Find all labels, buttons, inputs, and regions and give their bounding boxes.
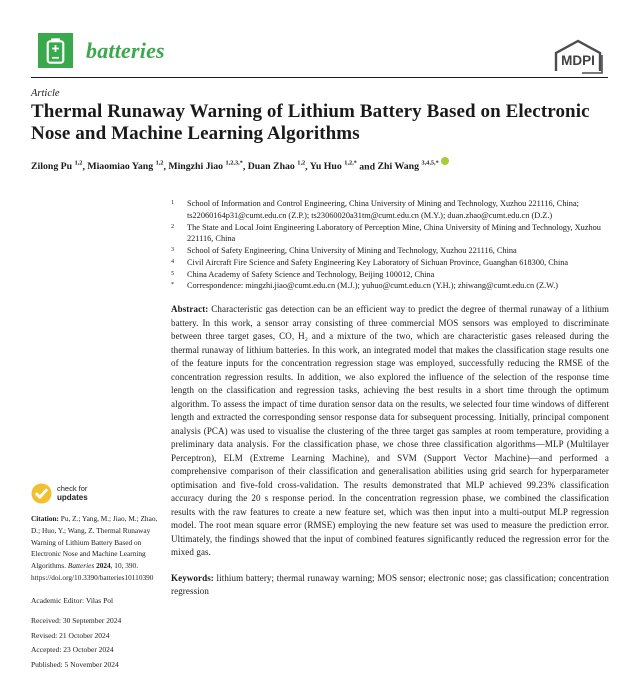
article-type-label: Article [31, 88, 60, 99]
author: Miaomiao Yang $^{1,2}$ [87, 160, 164, 173]
citation-doi-link[interactable]: https://doi.org/10.3390/batteries10110390 [31, 573, 154, 583]
affiliation-text: School of Safety Engineering, China University of Mining and Technology, Xuzhou 221116, China [187, 246, 517, 256]
affiliation-marker: 5 [171, 269, 175, 277]
affiliation-marker: 2 [171, 222, 175, 230]
header-divider [31, 77, 608, 78]
date-label: Revised: [31, 630, 58, 640]
date-label: Published: [31, 660, 63, 669]
date-line [31, 614, 158, 629]
affiliation-row [171, 198, 609, 222]
citation-body: Pu, Z.; Yang, M.; Jiao, M.; Zhao, D.; Huo, Y.; Wang, Z. Thermal Runaway Warning of Lithium Battery Based on Electronic Nose and Machine Learning Algorithms. [31, 514, 158, 571]
affiliation-marker: 4 [171, 257, 175, 265]
abstract-label: Abstract: [171, 304, 209, 315]
battery-icon [38, 33, 73, 68]
keywords-label: Keywords: [171, 572, 214, 583]
paper-title: Thermal Runaway Warning of Lithium Battery Based on Electronic Nose and Machine Learning Algorithms [31, 101, 590, 145]
affiliation-text: Civil Aircraft Fire Science and Safety Engineering Key Laboratory of Sichuan Province, Guanghan 618300, China [187, 257, 569, 267]
affiliation-text: China Academy of Safety Science and Technology, Beijing 100012, China [187, 269, 435, 279]
keywords [171, 572, 609, 599]
author: Duan Zhao $^{1,2}$ [247, 160, 306, 173]
article-dates [31, 614, 158, 673]
abstract [171, 303, 609, 560]
date-label: Accepted: [31, 645, 62, 655]
update-check-icon [31, 483, 52, 504]
affiliation-marker: 1 [171, 199, 175, 206]
author: Yu Huo $^{1,2,*}$ [309, 160, 357, 173]
academic-editor-line [31, 595, 158, 606]
main-column [171, 198, 609, 599]
date-line [31, 658, 158, 673]
date-line [31, 629, 158, 644]
affiliation-row [171, 222, 609, 246]
citation-volume-page: , 10, 390. [110, 561, 139, 571]
left-meta-sidebar [31, 483, 158, 673]
journal-name: batteries [86, 38, 165, 63]
batteries-journal-logo [38, 33, 73, 68]
citation-year: 2024 [96, 561, 111, 571]
orcid-icon[interactable] [441, 157, 449, 165]
author: Zhi Wang $^{3,4,5,*}$ [377, 160, 439, 173]
authors-line: Zilong Pu $^{1,2}$, Miaomiao Yang $^{1,2}$, Mingzhi Jiao $^{1,2,3,*}$, Duan Zhao $^{1,2}$, Yu Huo $^{1,2,*}$ and Zhi Wang $^{3,4,5,*}$ [31, 157, 616, 174]
affiliation-row [171, 257, 609, 269]
affiliations-list [171, 198, 609, 292]
citation-journal: Batteries [67, 561, 97, 571]
date-value: 23 October 2024 [61, 645, 114, 655]
mdpi-wordmark: MDPI [561, 53, 595, 68]
academic-editor-label: Academic Editor: [31, 595, 85, 605]
affiliation-marker: * [171, 281, 175, 289]
affiliation-text: School of Information and Control Engineering, China University of Mining and Technology, Xuzhou 221116, China; ts22060164p31@cumt.edu.cn (Z.P.); ts23060020a31tm@cumt.edu.cn (M.Y.); duan.zhao@cumt.edu.cn (D.Z.) [187, 199, 579, 220]
affiliation-text: The State and Local Joint Engineering Laboratory of Perception Mine, China University of Mining and Technology, Xuzhou 221116, China [187, 222, 601, 244]
date-value: 30 September 2024 [61, 616, 122, 626]
check-for-updates-badge[interactable] [31, 483, 158, 504]
affiliation-row [171, 269, 609, 281]
author: Mingzhi Jiao $^{1,2,3,*}$ [168, 160, 243, 173]
date-line [31, 643, 158, 658]
date-label: Received: [31, 616, 61, 626]
citation-label: Citation: [31, 514, 59, 523]
author: Zilong Pu $^{1,2}$ [31, 160, 83, 173]
date-value: 21 October 2024 [57, 630, 110, 640]
date-value: 5 November 2024 [62, 660, 119, 669]
abstract-text: Characteristic gas detection can be an efficient way to predict the degree of thermal runaway of a lithium battery. In this work, a sensor array consisting of three commercial MOS sensors was employed to discriminate between three target gases, CO, H₂ and a mixture of the two, which are characteristic gases released during the thermal runaway of lithium batteries. In this work, an integrated model that makes the classification stage results one of the feature inputs for the concentration regression stage was employed, successfully reducing the RMSE of the concentration regression results. In addition, we also explored the influence of the selection of the response time length on the classification and regression tasks, achieving the best results in a short time through the optimum algorithm. To assess the impact of time duration sensor data on the results, we selected four time windows of different length and extracted the corresponding sensor response data for subsequent processing. Initially, principal component analysis (PCA) was used to visualise the clustering of the three target gas samples at room temperature, providing a preliminary data analysis. For the classification phase, we chose three classification algorithms—MLP (Multilayer Perceptron), ELM (Extreme Learning Machine), and SVM (Support Vector Machine)—and performed a comprehensive comparison of their classification and generalisation abilities using grid search for hyperparameter optimisation and five-fold cross-validation. The results demonstrated that MLP achieved 99.23% classification accuracy during the 20 s response period. In the concentration regression phase, we combined the classification results with the raw features to create a new feature set, which was then input into a multi-output MLP regression model. The root mean square error (RMSE) employing the new feature set was used to measure the prediction error. Ultimately, the findings showed that the input of combined features significantly reduced the regression error for the mixed gas. [171, 304, 609, 558]
affiliation-row [171, 280, 609, 292]
citation-block [31, 513, 158, 584]
keywords-text: lithium battery; thermal runaway warning; MOS sensor; electronic nose; gas classification; concentration regression [171, 572, 609, 597]
affiliation-row [171, 245, 609, 257]
update-badge-text: check for updates [57, 483, 88, 503]
affiliation-text: Correspondence: mingzhi.jiao@cumt.edu.cn (M.J.); yuhuo@cumt.edu.cn (Y.H.); zhiwang@cumt.edu.cn (Z.W.) [187, 281, 559, 291]
academic-editor-name: Vilas Pol [84, 595, 114, 605]
affiliation-marker: 3 [171, 246, 175, 254]
